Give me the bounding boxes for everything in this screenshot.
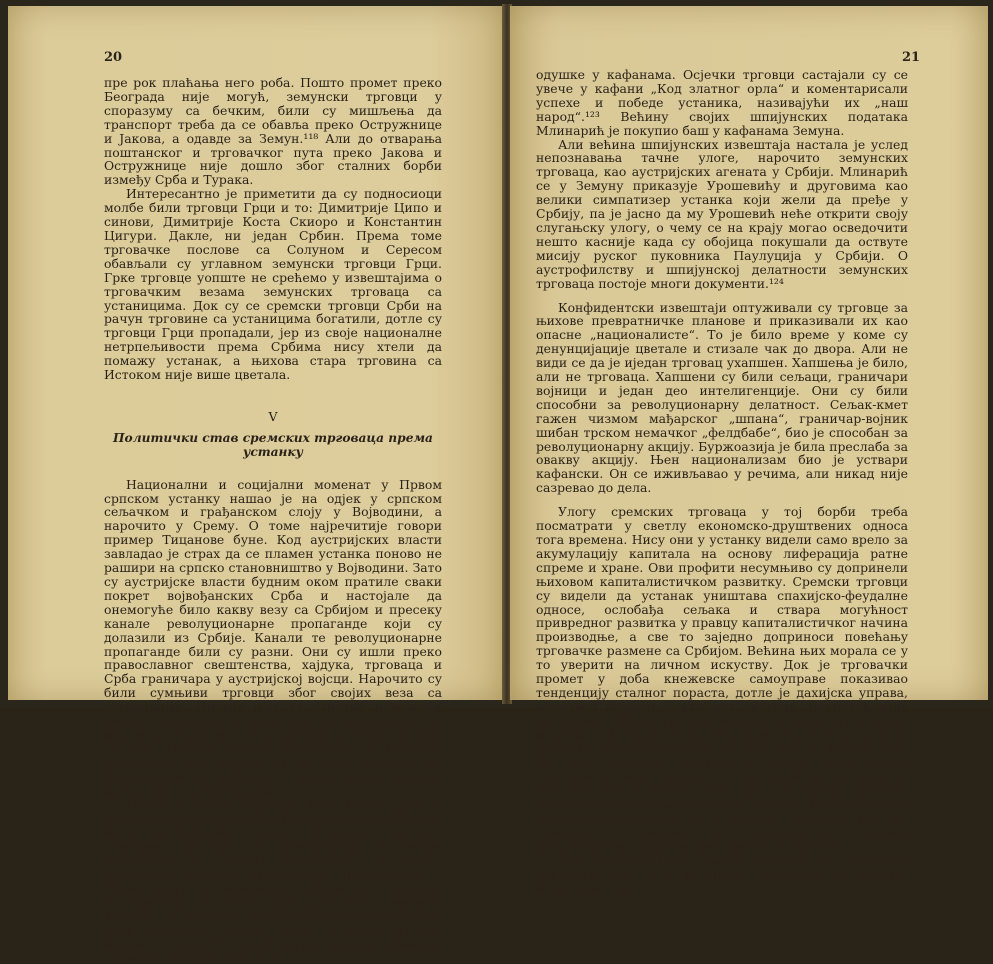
left-page: [8, 6, 504, 700]
section-title: Политички став сремских трговаца према устанку: [104, 432, 442, 460]
paragraph: Улогу сремских трговаца у тој борби треба посматрати у светлу економско-друштвених односа тога времена. Нису они у устанку видели само врело за акумулацију капитала на основу лиферација ратне спреме и хране. Ови профити несумњиво су допринели њиховом капиталистичком развитку. Сремски трговци су видели да устанак уништава спахијско-феудалне односе, ослобађа сељака и ствара могућност привредног развитка у правцу капиталистичког начина производње, а све то заједно доприноси повећању трговачке размене са Србијом. Већина њих морала се у то уверити на личном искуству. Док је трговачки промет у доба кнежевске самоуправе показивао тенденцију сталног пораста, дотле је дахијска управа, произвол нзадног спахијског система, онемогућавала тај промет. Многи трговци морали су напустити Србију и прећи у Аустрију. Баш међу њима било је тих које је дахијски режим приморао на емиграцију. Према томе на став сремских трговаца и њихов однос према српском устанку утицала су три чиниоца: патриотска осећања која је устанак потстакао, трговачки профити остварени лиферацијама ратне спреме и намирница и економско-друштвене и политичке промене које су стварале устанком и доприносиле даљем продубљивању трговинских односа са Србијом.: [536, 505, 908, 853]
paragraph: одушке у кафанама. Осјечки трговци састајали су се увече у кафани „Код златног орла“ и коментарисали успехе и победе устаника, називајући их „наш народ“.¹²³ Већину својих шпијунских података Млинарић је покупио баш у кафанама Земуна.: [536, 68, 908, 138]
paragraph: Али за време Првог српског устанка они су морали одредити свој став и према званичној аустријској политици у срп-: [536, 853, 908, 895]
section-number: V: [104, 410, 442, 424]
right-page: [510, 6, 988, 700]
paragraph: После угушења Тицанове буне бечки двор је послао познатог шпијуна Емерика Млинарића да пропутује Војводину, Србију и Румунију и испита тамошње прилике. У извештајима о својим открићима у Земуну Млинарић је нешто оптуживао земунске трговце као превратнике.¹²⁰ Поред њега осумњичених земунских трговаца осумњичени су били Драгутин Милутиновић, Малер¹²¹ и земунски грађани Ђуришко и Самојло, који састављају српске песме и певају их без икаквог страха.¹²² Својим патриотским осећањима сремски трговци давали су: [104, 798, 442, 964]
page-number-left: 20: [104, 50, 122, 65]
left-page-text: [104, 76, 442, 964]
paragraph: пре рок плаћања него роба. Пошто промет преко Београда није могућ, земунски трговци у споразуму са бечким, били су мишљења да транспорт треба да се обавља преко Остружнице и Јакова, а одавде за Земун.¹¹⁸ Али до отварања поштанског и трговачког пута преко Јакова и Остружнице није дошло због сталних борби између Срба и Турака.: [104, 76, 442, 187]
paragraph: Интересантно је приметити да су подносиоци молбе били трговци Грци и то: Димитрије Ципо и синови, Димитрије Коста Скиоро и Константин Цигури. Дакле, ни један Србин. Према томе трговачке послове са Солуном и Сересом обављали су углавном земунски трговци Грци. Грке трговце уопште не срећемо у извештајима о трговачким везама земунских трговаца са устаницима. Док су се сремски трговци Срби на рачун трговине са устаницима богатили, дотле су трговци Грци пропадали, јер из своје националне нетрпељивости према Србима нису хтели да помажу устанак, а њихова стара трговина са Истоком није више цветала.: [104, 187, 442, 382]
page-number-right: 21: [902, 50, 920, 65]
paragraph: Национални и социјални моменат у Првом српском устанку нашао је на одјек у српском сељачком и грађанском слоју у Војводини, а нарочито у Срему. О томе најречитије говори пример Тицанове буне. Код аустријских власти завладао је страх да се пламен устанка поново не рашири на српско становништво у Војводини. Зато су аустријске власти будним оком пратиле сваки покрет војвођанских Срба и настојале да онемогуће било какву везу са Србијом и пресеку канале револуционарне пропаганде који су долазили из Србије. Канали те револуционарне пропаганде били су разни. Они су ишли преко православног свештенства, хајдука, трговаца и Срба граничара у аустријској војсци. Нарочито су били сумњиви трговци због својих веза са устаницима. Против њих су стизали извештаји вишим властима, а више власти наређивале су нижим да будно мотре на трговце и онемогућавају те везе. Трговца Алексу Селаковића из Сремске Митровице оптуживали су да води преписку са Карађорђем, да снабдева устаничку војску, и врши пропаганду за Карађорђа.¹¹⁹: [104, 478, 442, 798]
right-page-text: [536, 68, 908, 895]
paragraph: Али већина шпијунских извештаја настала је услед непознавања тачне улоге, нарочито земунских трговаца, као аустријских агената у Србији. Млинарић се у Земуну приказује Урошевићу и друговима као велики симпатизер устанка који жели да пређе у Србију, па је јасно да му Урошевић неће открити своју слугањску улогу, о чему се на крају могао осведочити нешто касније када су обојица покушали да оствуте мисију руског пуковника Паулуција у Србији. О аустрофилству и шпијунској делатности земунских трговаца постоје многи документи.¹²⁴: [536, 138, 908, 291]
paragraph: Конфидентски извештаји оптуживали су трговце за њихове превратничке планове и приказивали их као опасне „националисте“. То је било време у коме су денунцијације цветале и стизале чак до двора. Али не види се да је иједан трговац ухапшен. Хапшења је било, али не трговаца. Хапшени су били сељаци, граничари војници и један део интелигенције. Они су били способни за револуционарну делатност. Сељак-кмет гажен чизмом мађарског „шпана“, граничар-војник шибан трском немачког „фелдбабе“, био је способан за револуционарну акцију. Буржоазија је била преслаба за овакву акцију. Њен национализам био је уствари кафански. Он се иживљавао у речима, али никад није сазревао до дела.: [536, 301, 908, 496]
